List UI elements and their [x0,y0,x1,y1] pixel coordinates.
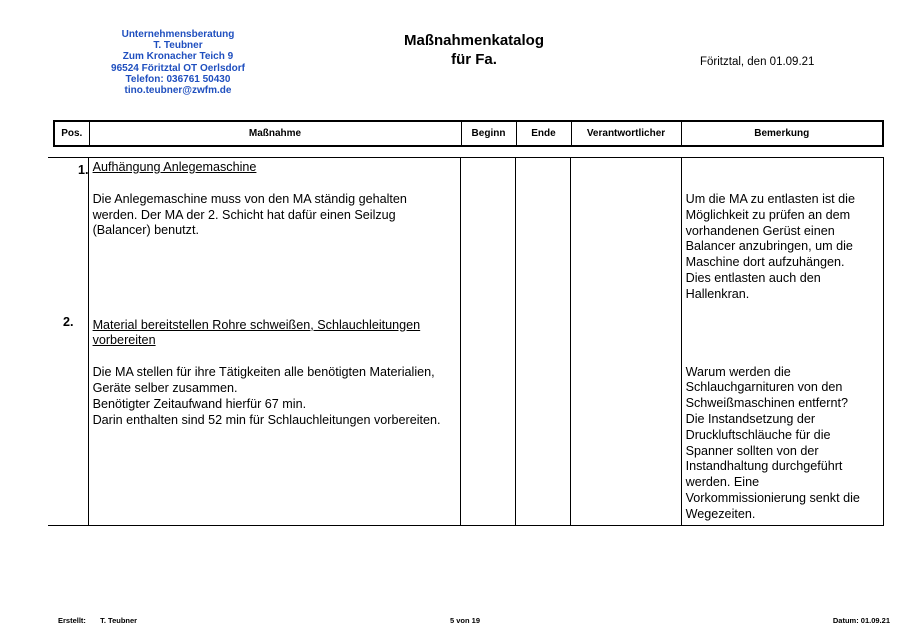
column-header-bemerkung: Bemerkung [681,121,883,146]
remark-line: Schlauchgarnituren von den [685,380,843,395]
column-header-ende: Ende [516,121,571,146]
measure-heading-line: Material bereitstellen Rohre schweißen, Schlauchleitungen [92,317,421,332]
remark-line: Dies entlasten auch den [685,270,821,285]
title-line-1: Maßnahmenkatalog [403,32,545,49]
footer-created-label: Erstellt: [58,616,86,625]
measure-text-line: Die Anlegemaschine muss von den MA ständig gehalten [92,191,407,206]
measures-table [48,157,884,526]
remark-line: Möglichkeit zu prüfen an dem [685,207,851,222]
column-header-pos: Pos. [61,128,83,139]
remark-line: Hallenkran. [685,286,750,301]
company-line: T. Teubner [153,40,203,52]
footer-created [58,616,137,625]
footer-created-by: T. Teubner [100,616,138,625]
measure-text-line: Die MA stellen für ihre Tätigkeiten alle benötigten Materialien, [92,365,435,380]
row-position: 1. [78,163,89,177]
company-line: tino.teubner@zwfm.de [124,85,232,97]
remark-line: Wegezeiten. [685,506,756,521]
remark-line: Instandhaltung durchgeführt [685,459,843,474]
measure-text-line: Darin enthalten sind 52 min für Schlauchleitungen vorbereiten. [92,412,441,427]
remark-line: Druckluftschläuche für die [685,427,831,442]
remark-line: werden. Eine [685,475,760,490]
responsible-cell [571,158,681,315]
company-line: Telefon: 036761 50430 [125,73,231,85]
responsible-cell [571,315,681,525]
measure-text-line: Geräte selber zusammen. [92,380,238,395]
ende-cell [516,315,571,525]
company-line: Zum Kronacher Teich 9 [122,51,234,63]
remark-line: Warum werden die [685,364,791,379]
measure-text-line: werden. Der MA der 2. Schicht hat dafür einen Seilzug [92,207,396,222]
footer-page-number: 5 von 19 [449,616,480,625]
remark-line: vorhandenen Gerüst einen [685,223,835,238]
beginn-cell [461,315,516,525]
ende-cell [516,158,571,315]
company-line: 96524 Föritztal OT Oerlsdorf [111,62,245,74]
company-address-block [60,29,296,96]
remark-line: Um die MA zu entlasten ist die [685,192,855,206]
row-position: 2. [63,314,74,329]
column-header-verantwortlicher: Verantwortlicher [571,121,681,146]
measure-heading: Aufhängung Anlegemaschine [92,160,257,174]
column-header-massnahme: Maßnahme [89,121,461,146]
remark-line: Maschine dort aufzuhängen. [685,255,845,270]
remark-line: Spanner sollten von der [685,443,819,458]
company-line: Unternehmensberatung [121,29,235,40]
title-line-2: für Fa. [451,51,497,68]
remark-line: Vorkommissionierung senkt die [685,490,860,505]
measure-heading-line: vorbereiten [92,333,156,348]
beginn-cell [461,158,516,315]
footer-date: Datum: 01.09.21 [832,616,890,625]
column-header-beginn: Beginn [461,121,516,146]
document-title [380,31,568,69]
table-row [48,158,884,315]
remark-line: Schweißmaschinen entfernt? [685,396,848,411]
table-row [48,315,884,525]
remark-line: Balancer anzubringen, um die [685,239,853,254]
measure-text-line: (Balancer) benutzt. [92,223,199,238]
remark-line: Die Instandsetzung der [685,411,816,426]
table-header [53,120,884,147]
measure-text-line: Benötigter Zeitaufwand hierfür 67 min. [92,396,307,411]
place-date: Föritztal, den 01.09.21 [700,56,815,68]
